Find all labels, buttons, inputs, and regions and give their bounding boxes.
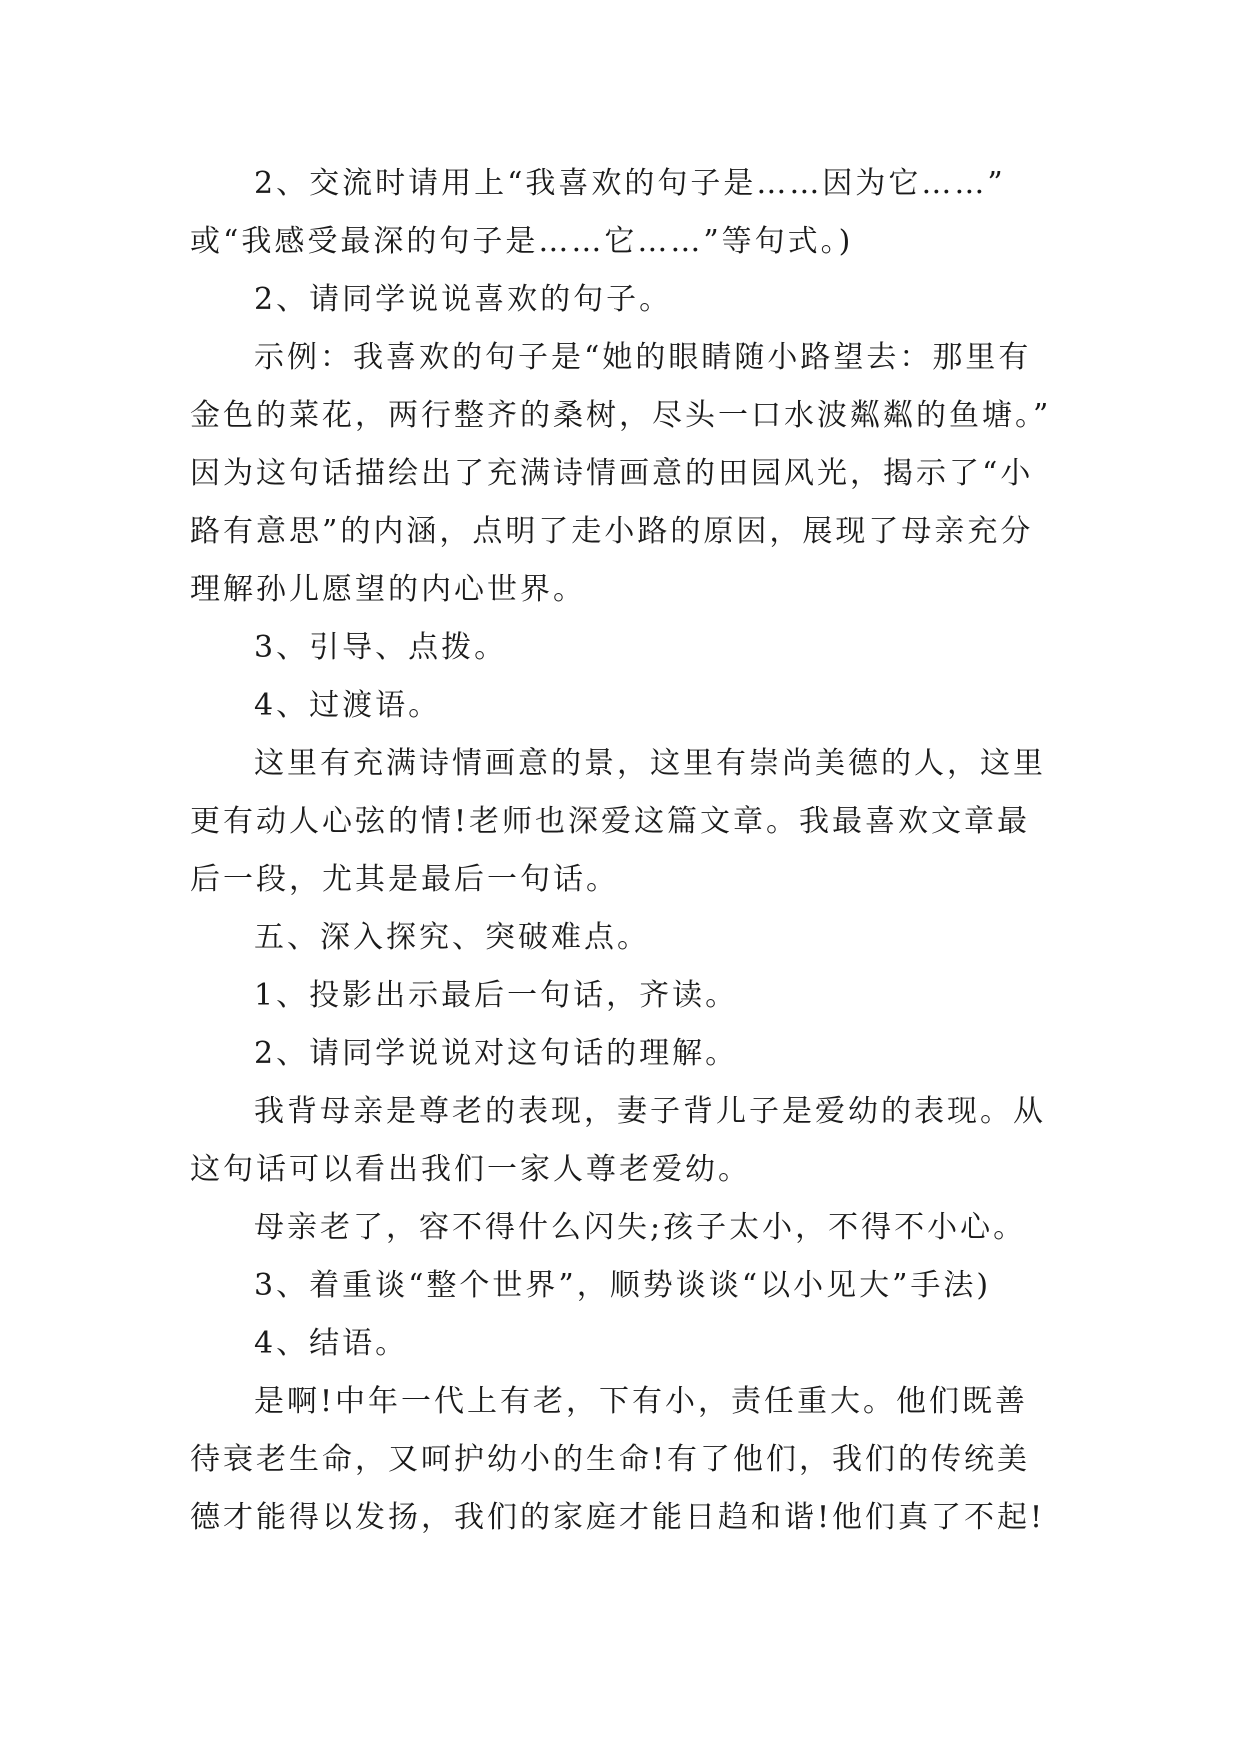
paragraph-line: 更有动人心弦的情!老师也深爱这篇文章。我最喜欢文章最 <box>190 804 1031 839</box>
paragraph-line: 3、着重谈“整个世界”，顺势谈谈“以小见大”手法) <box>254 1268 992 1303</box>
paragraph-line: 4、结语。 <box>254 1326 409 1361</box>
section-heading: 五、深入探究、突破难点。 <box>254 920 650 955</box>
paragraph-line: 2、请同学说说对这句话的理解。 <box>254 1036 739 1071</box>
paragraph-line: 或“我感受最深的句子是……它……”等句式。) <box>190 224 854 259</box>
document-body <box>190 155 1070 1547</box>
paragraph-line: 待衰老生命，又呵护幼小的生命!有了他们，我们的传统美 <box>190 1442 1031 1477</box>
paragraph-line: 母亲老了，容不得什么闪失;孩子太小，不得不小心。 <box>254 1210 1027 1245</box>
paragraph-line: 2、交流时请用上“我喜欢的句子是……因为它……” <box>254 166 1006 201</box>
paragraph-line: 金色的菜花，两行整齐的桑树，尽头一口水波粼粼的鱼塘。” <box>190 398 1052 433</box>
paragraph-line: 1、投影出示最后一句话，齐读。 <box>254 978 739 1013</box>
paragraph-line: 2、请同学说说喜欢的句子。 <box>254 282 673 317</box>
paragraph-line: 这句话可以看出我们一家人尊老爱幼。 <box>190 1152 751 1187</box>
paragraph-line: 后一段，尤其是最后一句话。 <box>190 862 619 897</box>
paragraph-line: 路有意思”的内涵，点明了走小路的原因，展现了母亲充分 <box>190 514 1034 549</box>
paragraph-line: 因为这句话描绘出了充满诗情画意的田园风光，揭示了“小 <box>190 456 1034 491</box>
paragraph-line: 示例：我喜欢的句子是“她的眼睛随小路望去：那里有 <box>254 340 1032 375</box>
paragraph-line: 这里有充满诗情画意的景，这里有崇尚美德的人，这里 <box>254 746 1046 781</box>
paragraph-line: 德才能得以发扬，我们的家庭才能日趋和谐!他们真了不起! <box>190 1500 1046 1535</box>
paragraph-line: 理解孙儿愿望的内心世界。 <box>190 572 586 607</box>
paragraph-line: 3、引导、点拨。 <box>254 630 508 665</box>
paragraph-line: 4、过渡语。 <box>254 688 442 723</box>
paragraph-line: 我背母亲是尊老的表现，妻子背儿子是爱幼的表现。从 <box>254 1094 1046 1129</box>
paragraph-line: 是啊!中年一代上有老，下有小，责任重大。他们既善 <box>254 1384 1029 1419</box>
